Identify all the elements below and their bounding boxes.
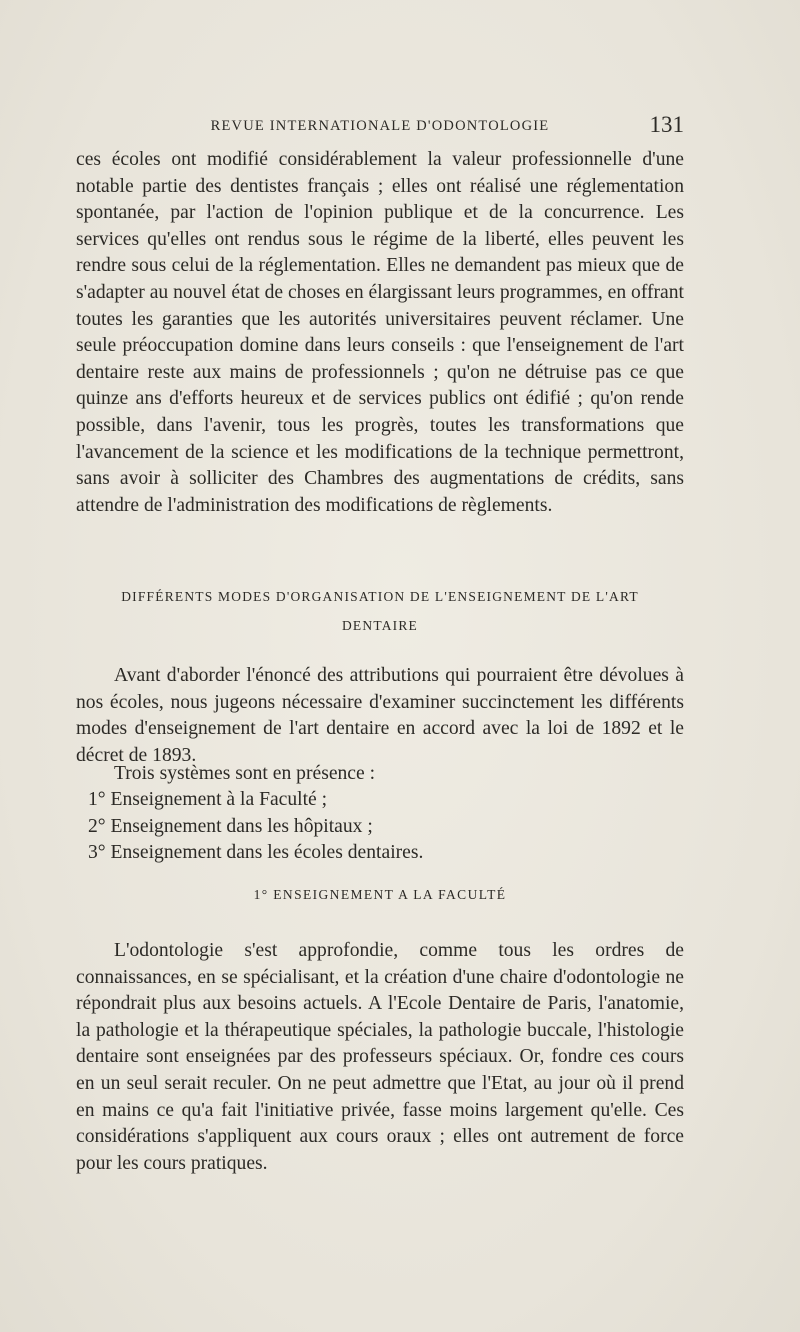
running-title: REVUE INTERNATIONALE D'ODONTOLOGIE: [210, 118, 550, 134]
list-item: 1° Enseignement à la Faculté ;: [88, 789, 328, 810]
page-number: 131: [649, 112, 684, 137]
paragraph-intro: [76, 663, 684, 769]
list-intro: Trois systèmes sont en présence :: [114, 763, 376, 784]
page-header: [76, 112, 684, 142]
section-heading-line: DENTAIRE: [341, 618, 418, 633]
section-heading-modes: [76, 582, 684, 640]
paragraph-text: ces écoles ont modifié considérablement la valeur professionnelle d'une notable partie des dentistes français ; elles ont réalisé une réglementation spontanée, par l'action de l'opinion publique et de la concurrence. Les services qu'elles ont rendus sous le régime de la liberté, elles peuvent les rendre sous celui de la réglementation. Elles ne demandent pas mieux que de s'adapter au nouvel état de choses en élargissant leurs programmes, en offrant toutes les garanties que les autorités universitaires peuvent réclamer. Une seule préoccupation domine dans leurs conseils : que l'enseignement de l'art dentaire reste aux mains de professionnels ; qu'on ne détruise pas ce que quinze ans d'efforts heureux et de services publics ont édifié ; qu'on rende possible, dans l'avenir, tous les progrès, toutes les transformations que l'avancement de la science et les modifications de la technique permettront, sans avoir à solliciter des Chambres des augmentations de crédits, sans attendre de l'administration des modifications de règlements.: [76, 149, 684, 516]
paragraph-odontologie: [76, 938, 684, 1177]
paragraph-text: L'odontologie s'est approfondie, comme tous les ordres de connaissances, en se spécialisant, et la création d'une chaire d'odontologie ne répondrait plus aux besoins actuels. A l'Ecole Dentaire de Paris, l'anatomie, la pathologie et la thérapeutique spéciales, la pathologie buccale, l'histologie dentaire sont enseignées par des professeurs spéciaux. Or, fondre ces cours en un seul serait reculer. On ne peut admettre que l'Etat, au jour où il prend en mains ce qu'a fait l'initiative privée, fasse moins largement qu'elle. Ces considérations s'appliquent aux cours oraux ; elles ont autrement de force pour les cours pratiques.: [76, 940, 684, 1174]
paragraph-continuation: [76, 147, 684, 519]
section-heading-line: DIFFÉRENTS MODES D'ORGANISATION DE L'ENSEIGNEMENT DE L'ART: [121, 589, 639, 604]
paragraph-text: Avant d'aborder l'énoncé des attributions qui pourraient être dévolues à nos écoles, nous jugeons nécessaire d'examiner succinctement les différents modes d'enseignement de l'art dentaire en accord avec la loi de 1892 et le décret de 1893.: [76, 665, 684, 766]
section-heading-faculte: 1° ENSEIGNEMENT A LA FACULTÉ: [253, 887, 507, 902]
list-item: 3° Enseignement dans les écoles dentaires.: [88, 842, 424, 864]
systems-list: [88, 787, 658, 867]
list-item: 2° Enseignement dans les hôpitaux ;: [88, 815, 373, 837]
